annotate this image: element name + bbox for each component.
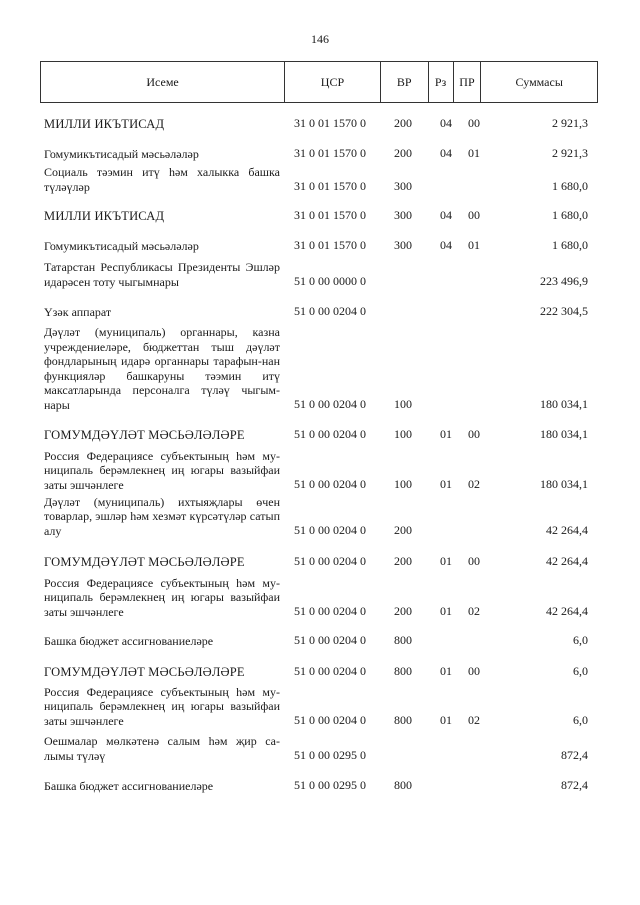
table-row — [0, 683, 640, 728]
row-vr: 200 — [394, 604, 412, 618]
row-vr: 800 — [394, 713, 412, 727]
table-row — [0, 164, 640, 194]
row-name: Россия Федерациясе субъектының һәм му-ниципаль берәмлекнең иң югары вазыйфаи заты эшчәнлеге — [44, 684, 280, 728]
table-row — [0, 776, 640, 793]
row-name: ГОМУМДӘҮЛӘТ МӘСЬӘЛӘЛӘРЕ — [44, 427, 245, 442]
row-csr: 51 0 00 0204 0 — [294, 633, 366, 647]
row-vr: 200 — [394, 146, 412, 160]
table-row — [0, 425, 640, 442]
row-sum: 1 680,0 — [552, 208, 588, 222]
row-csr: 51 0 00 0204 0 — [294, 477, 366, 491]
row-vr: 200 — [394, 523, 412, 537]
row-sum: 6,0 — [573, 713, 588, 727]
row-pr: 00 — [468, 208, 480, 222]
table-row — [0, 236, 640, 253]
row-vr: 100 — [394, 397, 412, 411]
row-vr: 300 — [394, 208, 412, 222]
table-row — [0, 302, 640, 319]
header-vr: ВР — [380, 62, 428, 102]
row-pr: 00 — [468, 554, 480, 568]
row-csr: 51 0 00 0204 0 — [294, 554, 366, 568]
row-name: Гомумикътисадый мәсьәләләр — [44, 146, 199, 161]
row-sum: 1 680,0 — [552, 238, 588, 252]
row-pr: 00 — [468, 664, 480, 678]
row-name: Үзәк аппарат — [44, 304, 112, 319]
row-name: ГОМУМДӘҮЛӘТ МӘСЬӘЛӘЛӘРЕ — [44, 664, 245, 679]
row-sum: 222 304,5 — [540, 304, 588, 318]
row-vr: 800 — [394, 633, 412, 647]
row-name: Дәүләт (муниципаль) органнары, казна учреждениеләре, бюджеттан тыш дәүләт фондларының идарә органнары тарафын-нан функцияләр башкаруны тәэмин итү максатларында персоналга түләү чыгым-нары — [44, 325, 280, 412]
row-vr: 800 — [394, 778, 412, 792]
row-csr: 51 0 00 0204 0 — [294, 397, 366, 411]
row-vr: 800 — [394, 664, 412, 678]
row-pr: 02 — [468, 604, 480, 618]
row-sum: 872,4 — [561, 748, 588, 762]
row-rz: 01 — [440, 604, 452, 618]
row-csr: 51 0 00 0295 0 — [294, 778, 366, 792]
row-vr: 100 — [394, 477, 412, 491]
table-row — [0, 631, 640, 648]
row-rz: 04 — [440, 208, 452, 222]
table-row — [0, 114, 640, 131]
table-row — [0, 573, 640, 619]
row-vr: 300 — [394, 238, 412, 252]
row-csr: 51 0 00 0000 0 — [294, 274, 366, 288]
row-csr: 51 0 00 0204 0 — [294, 304, 366, 318]
row-name: Башка бюджет ассигнованиеләре — [44, 633, 214, 648]
page-number: 146 — [311, 32, 329, 46]
row-csr: 51 0 00 0295 0 — [294, 748, 366, 762]
header-csr: ЦСР — [284, 62, 380, 102]
row-sum: 6,0 — [573, 664, 588, 678]
table-row — [0, 662, 640, 679]
row-csr: 31 0 01 1570 0 — [294, 238, 366, 252]
row-name: МИЛЛИ ИКЪТИСАД — [44, 116, 165, 131]
row-sum: 42 264,4 — [546, 604, 588, 618]
row-name: Россия Федерациясе субъектының һәм му-ниципаль берәмлекнең иң югары вазыйфаи заты эшчәнлеге — [44, 448, 280, 492]
row-rz: 04 — [440, 146, 452, 160]
row-pr: 00 — [468, 116, 480, 130]
row-pr: 00 — [468, 427, 480, 441]
row-name: Башка бюджет ассигнованиеләре — [44, 778, 214, 793]
table-row — [0, 446, 640, 492]
row-name: Оешмалар мөлкәтенә салым һәм җир са-лымы түләү — [44, 734, 280, 763]
row-sum: 2 921,3 — [552, 146, 588, 160]
row-rz: 01 — [440, 477, 452, 491]
row-name: МИЛЛИ ИКЪТИСАД — [44, 208, 165, 223]
row-vr: 100 — [394, 427, 412, 441]
row-vr: 300 — [394, 179, 412, 193]
row-rz: 01 — [440, 554, 452, 568]
header-rz: Рз — [428, 62, 453, 102]
table-row — [0, 493, 640, 538]
row-pr: 02 — [468, 477, 480, 491]
row-sum: 6,0 — [573, 633, 588, 647]
row-sum: 42 264,4 — [546, 523, 588, 537]
row-csr: 51 0 00 0204 0 — [294, 523, 366, 537]
row-csr: 51 0 00 0204 0 — [294, 427, 366, 441]
row-rz: 04 — [440, 238, 452, 252]
row-name: Татарстан Республикасы Президенты Эшләр идарәсен тоту чыгымнары — [44, 260, 280, 289]
row-sum: 180 034,1 — [540, 427, 588, 441]
table-row — [0, 144, 640, 161]
row-sum: 872,4 — [561, 778, 588, 792]
row-sum: 1 680,0 — [552, 179, 588, 193]
row-pr: 01 — [468, 238, 480, 252]
row-name: Гомумикътисадый мәсьәләләр — [44, 238, 199, 253]
row-sum: 2 921,3 — [552, 116, 588, 130]
row-pr: 01 — [468, 146, 480, 160]
row-csr: 51 0 00 0204 0 — [294, 664, 366, 678]
table-row — [0, 257, 640, 289]
row-csr: 51 0 00 0204 0 — [294, 713, 366, 727]
row-name: Россия Федерациясе субъектының һәм му-ниципаль берәмлекнең иң югары вазыйфаи заты эшчәнлеге — [44, 575, 280, 619]
table-row — [0, 206, 640, 223]
row-sum: 180 034,1 — [540, 477, 588, 491]
row-vr: 200 — [394, 554, 412, 568]
header-name: Исеме — [146, 74, 179, 89]
row-csr: 31 0 01 1570 0 — [294, 116, 366, 130]
row-rz: 04 — [440, 116, 452, 130]
row-sum: 180 034,1 — [540, 397, 588, 411]
row-sum: 223 496,9 — [540, 274, 588, 288]
row-rz: 01 — [440, 713, 452, 727]
row-name: Социаль тәэмин итү һәм халыкка башка түләүләр — [44, 165, 280, 194]
table-row — [0, 733, 640, 763]
table-row — [0, 552, 640, 569]
row-name: ГОМУМДӘҮЛӘТ МӘСЬӘЛӘЛӘРЕ — [44, 554, 245, 569]
row-sum: 42 264,4 — [546, 554, 588, 568]
row-rz: 01 — [440, 664, 452, 678]
row-rz: 01 — [440, 427, 452, 441]
header-pr: ПР — [453, 62, 481, 102]
row-name: Дәүләт (муниципаль) ихтыяҗлары өчен товарлар, эшләр һәм хезмәт күрсәтүләр сатып алу — [44, 494, 280, 538]
row-pr: 02 — [468, 713, 480, 727]
row-vr: 200 — [394, 116, 412, 130]
row-csr: 31 0 01 1570 0 — [294, 146, 366, 160]
row-csr: 31 0 01 1570 0 — [294, 179, 366, 193]
table-row — [0, 321, 640, 412]
row-csr: 31 0 01 1570 0 — [294, 208, 366, 222]
row-csr: 51 0 00 0204 0 — [294, 604, 366, 618]
header-sum: Суммасы — [480, 62, 597, 102]
